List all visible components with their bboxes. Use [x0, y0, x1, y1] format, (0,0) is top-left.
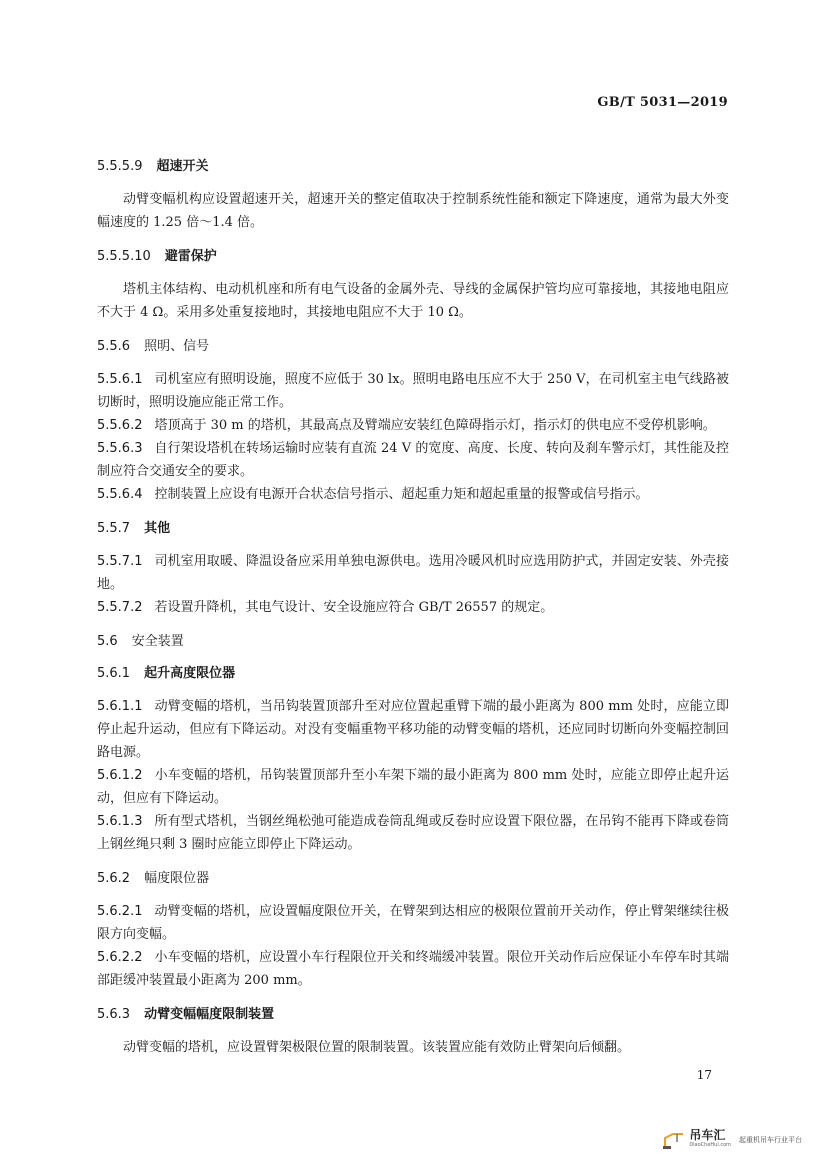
paragraph	[97, 437, 729, 483]
paragraph-text: 动臂变幅的塔机，当吊钩装置顶部升至对应位置起重臂下端的最小距离为 800 mm 处时，应能立即停止起升运动，但应有下降运动。对没有变幅重物平移功能的动臂变幅的塔机，还应同时切断向外变幅控制回路电源。	[97, 699, 729, 760]
section-number: 5.6.2	[97, 871, 131, 886]
watermark-brand: 吊车汇	[689, 1128, 726, 1142]
section-title: 其他	[144, 521, 171, 536]
clause-number: 5.6.1.2	[97, 768, 143, 783]
paragraph-text: 自行架设塔机在转场运输时应装有直流 24 V 的宽度、高度、长度、转向及刹车警示灯，其性能及控制应符合交通安全的要求。	[97, 441, 729, 479]
section-heading	[97, 633, 729, 651]
section-number: 5.5.6	[97, 339, 131, 354]
paragraph-text: 司机室应有照明设施，照度不应低于 30 lx。照明电路电压应不大于 250 V，在司机室主电气线路被切断时，照明设施应能正常工作。	[97, 372, 729, 410]
paragraph	[97, 1036, 729, 1059]
clause-number: 5.5.7.2	[97, 600, 143, 615]
clause-number: 5.5.6.3	[97, 441, 143, 456]
section-heading	[97, 520, 729, 538]
section-number: 5.6.3	[97, 1007, 131, 1022]
section-title: 避雷保护	[164, 249, 217, 264]
section-heading	[97, 870, 729, 888]
page-number: 17	[696, 1068, 712, 1082]
paragraph	[97, 368, 729, 414]
section-number: 5.6.1	[97, 666, 131, 681]
paragraph-text: 所有型式塔机，当钢丝绳松弛可能造成卷筒乱绳或反卷时应设置下限位器，在吊钩不能再下降或卷筒上钢丝绳只剩 3 圈时应能立即停止下降运动。	[97, 814, 729, 852]
section-title: 照明、信号	[144, 339, 210, 354]
section-number: 5.5.5.9	[97, 159, 143, 174]
crane-logo-icon	[663, 1130, 685, 1150]
watermark	[663, 1130, 802, 1150]
paragraph	[97, 900, 729, 946]
paragraph-text: 控制装置上应设有电源开合状态信号指示、超起重力矩和超起重量的报警或信号指示。	[154, 487, 649, 502]
paragraph-text: 司机室用取暖、降温设备应采用单独电源供电。选用冷暖风机时应选用防护式，并固定安装、外壳接地。	[97, 554, 729, 592]
section-title: 动臂变幅幅度限制装置	[144, 1007, 275, 1022]
section-heading	[97, 1006, 729, 1024]
paragraph-text: 塔顶高于 30 m 的塔机，其最高点及臂端应安装红色障碍指示灯，指示灯的供电应不受停机影响。	[154, 418, 716, 433]
section-heading	[97, 338, 729, 356]
document-body	[97, 144, 729, 1059]
section-number: 5.5.5.10	[97, 249, 151, 264]
paragraph	[97, 414, 729, 437]
paragraph	[97, 695, 729, 764]
paragraph	[97, 764, 729, 810]
paragraph-text: 小车变幅的塔机，应设置小车行程限位开关和终端缓冲装置。限位开关动作后应保证小车停车时其端部距缓冲装置最小距离为 200 mm。	[97, 950, 729, 988]
section-heading	[97, 665, 729, 683]
clause-number: 5.5.6.2	[97, 418, 143, 433]
section-title: 安全装置	[131, 634, 184, 649]
clause-number: 5.5.6.4	[97, 487, 143, 502]
section-heading	[97, 248, 729, 266]
section-title: 超速开关	[156, 159, 209, 174]
watermark-slogan: 起重机吊车行业平台	[739, 1136, 802, 1144]
section-heading	[97, 158, 729, 176]
clause-number: 5.6.1.3	[97, 814, 143, 829]
paragraph	[97, 278, 729, 324]
paragraph	[97, 550, 729, 596]
paragraph	[97, 810, 729, 856]
paragraph-text: 动臂变幅的塔机，应设置幅度限位开关，在臂架到达相应的极限位置前开关动作，停止臂架继续往极限方向变幅。	[97, 904, 729, 942]
section-number: 5.6	[97, 634, 118, 649]
section-title: 起升高度限位器	[144, 666, 236, 681]
paragraph	[97, 946, 729, 992]
clause-number: 5.6.1.1	[97, 699, 143, 714]
standard-code: GB/T 5031—2019	[597, 95, 728, 110]
clause-number: 5.6.2.2	[97, 950, 143, 965]
paragraph	[97, 188, 729, 234]
section-number: 5.5.7	[97, 521, 131, 536]
paragraph-text: 小车变幅的塔机，吊钩装置顶部升至小车架下端的最小距离为 800 mm 处时，应能立即停止起升运动，但应有下降运动。	[97, 768, 729, 806]
clause-number: 5.5.7.1	[97, 554, 143, 569]
watermark-url: DiaoCheHui.com	[689, 1142, 731, 1148]
clause-number: 5.6.2.1	[97, 904, 143, 919]
paragraph	[97, 596, 729, 619]
section-title: 幅度限位器	[144, 871, 210, 886]
paragraph-text: 动臂变幅的塔机，应设置臂架极限位置的限制装置。该装置应能有效防止臂架向后倾翻。	[123, 1040, 631, 1055]
paragraph-text: 若设置升降机，其电气设计、安全设施应符合 GB/T 26557 的规定。	[154, 600, 554, 615]
paragraph-text: 塔机主体结构、电动机机座和所有电气设备的金属外壳、导线的金属保护管均应可靠接地，其接地电阻应不大于 4 Ω。采用多处重复接地时，其接地电阻应不大于 10 Ω。	[97, 282, 729, 320]
clause-number: 5.5.6.1	[97, 372, 143, 387]
paragraph-text: 动臂变幅机构应设置超速开关，超速开关的整定值取决于控制系统性能和额定下降速度，通常为最大外变幅速度的 1.25 倍～1.4 倍。	[97, 192, 729, 230]
paragraph	[97, 483, 729, 506]
